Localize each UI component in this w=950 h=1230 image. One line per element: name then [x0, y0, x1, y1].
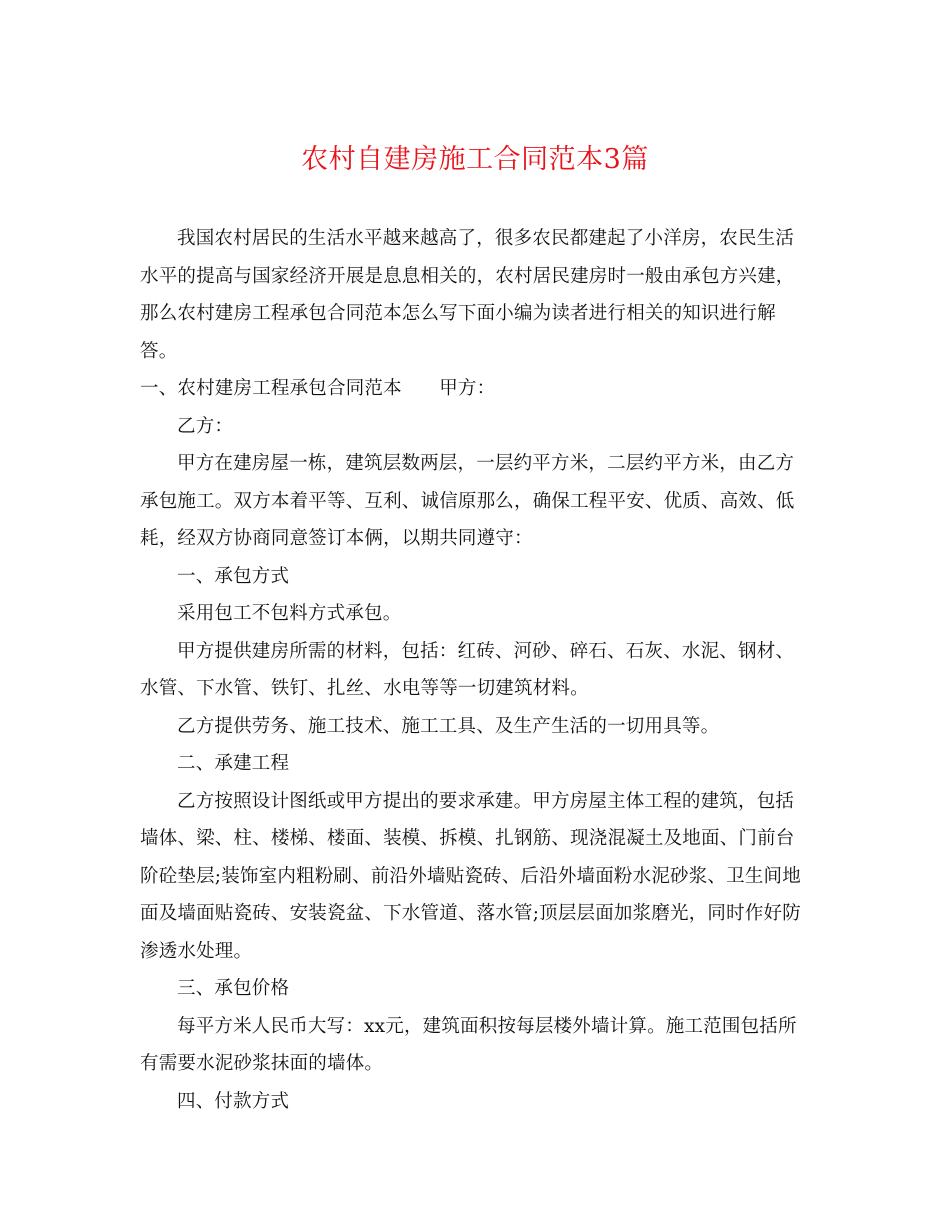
document-body — [140, 220, 812, 1120]
paragraph-construction-scope: 乙方按照设计图纸或甲方提出的要求承建。甲方房屋主体工程的建筑，包括墙体、梁、柱、楼梯、楼面、装模、拆模、扎钢筋、现浇混凝土及地面、门前台阶砼垫层;装饰室内粗粉刷、前沿外墙贴瓷砖、后沿外墙面粉水泥砂浆、卫生间地面及墙面贴瓷砖、安装瓷盆、下水管道、落水管;顶层层面加浆磨光，同时作好防渗透水处理。 — [140, 790, 801, 962]
heading-section-2: 二、承建工程 — [177, 753, 290, 774]
paragraph-party-b-labor: 乙方提供劳务、施工技术、施工工具、及生产生活的一切用具等。 — [177, 715, 720, 737]
heading-section-1: 一、承包方式 — [177, 565, 290, 587]
paragraph-price: 每平方米人民币大写：xx元，建筑面积按每层楼外墙计算。施工范围包括所有需要水泥砂浆抹面的墙体。 — [140, 1015, 797, 1074]
paragraph-contract-method: 采用包工不包料方式承包。 — [177, 603, 402, 624]
paragraph-party-a-materials: 甲方提供建房所需的材料，包括：红砖、河砂、碎石、石灰、水泥、钢材、水管、下水管、铁钉、扎丝、水电等等一切建筑材料。 — [140, 640, 795, 699]
paragraph-party-b: 乙方： — [177, 415, 234, 437]
heading-contract-sample: 一、农村建房工程承包合同范本 甲方： — [140, 378, 496, 399]
heading-section-4: 四、付款方式 — [177, 1090, 290, 1112]
document-title: 农村自建房施工合同范本3篇 — [301, 144, 649, 175]
heading-section-3: 三、承包价格 — [177, 978, 290, 999]
paragraph-intro: 我国农村居民的生活水平越来越高了，很多农民都建起了小洋房，农民生活水平的提高与国家经济开展是息息相关的，农村居民建房时一般由承包方兴建，那么农村建房工程承包合同范本怎么写下面小编为读者进行相关的知识进行解答。 — [140, 228, 795, 362]
paragraph-building-description: 甲方在建房屋一栋，建筑层数两层，一层约平方米，二层约平方米，由乙方承包施工。双方本着平等、互利、诚信原那么，确保工程平安、优质、高效、低耗，经双方协商同意签订本俩，以期共同遵守： — [140, 453, 795, 549]
